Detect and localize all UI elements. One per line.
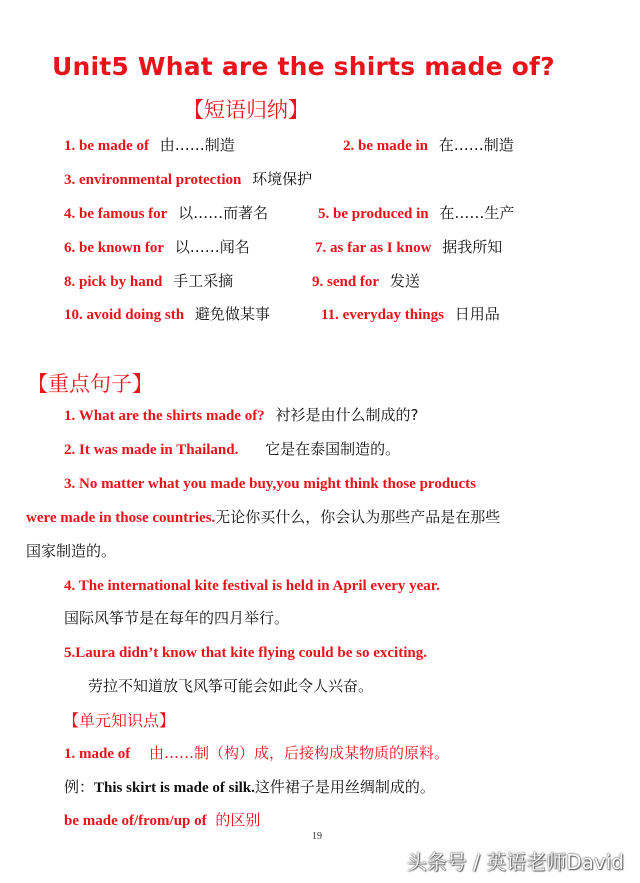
- sentence-en: were made in those countries.: [26, 510, 216, 526]
- section-heading-sentences: 【重点句子】: [27, 372, 153, 396]
- phrase-item: [343, 135, 514, 156]
- sentence-zh: 无论你买什么，你会认为那些产品是在那些: [215, 508, 501, 526]
- example-en: This skirt is made of silk.: [94, 780, 255, 796]
- phrase-item: [64, 203, 268, 224]
- sentence-item: [26, 541, 116, 561]
- phrase-item: [315, 237, 502, 258]
- sentence-item: [64, 405, 418, 426]
- example-label: 例：: [64, 778, 95, 796]
- phrase-zh: 据我所知: [442, 238, 503, 256]
- phrase-zh: 环境保护: [252, 170, 313, 188]
- sentence-zh: 国家制造的。: [26, 542, 117, 560]
- section-heading-phrases: 【短语归纳】: [183, 98, 309, 122]
- phrase-zh: 以……而著名: [178, 204, 269, 222]
- sentence-en: 3. No matter what you made buy,you might think those products: [64, 476, 476, 492]
- phrase-en: 7. as far as I know: [315, 240, 432, 256]
- example-zh: 这件裙子是用丝绸制成的。: [254, 778, 435, 796]
- phrase-zh: 避免做某事: [194, 305, 270, 323]
- sentence-item: [88, 676, 373, 696]
- phrase-zh: 由……制造: [159, 136, 235, 154]
- page-number: 19: [312, 831, 322, 842]
- phrase-zh: 在……制造: [438, 136, 514, 154]
- sentence-en: 5.Laura didn’t know that kite flying could be so exciting.: [64, 645, 427, 661]
- phrase-item: [312, 271, 420, 292]
- knowledge-zh: 由……制（构）成，后接构成某物质的原料。: [149, 744, 450, 762]
- phrase-item: [318, 203, 514, 224]
- sentence-zh: 国际风筝节是在每年的四月举行。: [64, 609, 290, 627]
- phrase-zh: 日用品: [454, 305, 500, 323]
- sentence-zh: 劳拉不知道放飞风筝可能会如此令人兴奋。: [88, 677, 374, 695]
- sentence-item: [64, 439, 400, 460]
- phrase-en: 4. be famous for: [64, 206, 168, 222]
- difference-zh: 的区别: [215, 811, 261, 829]
- sentence-item: [64, 575, 440, 596]
- sentence-en: 4. The international kite festival is held in April every year.: [64, 578, 440, 594]
- knowledge-point: [64, 743, 449, 764]
- phrase-item: [64, 169, 312, 190]
- phrase-item: [64, 304, 270, 325]
- phrase-item: [64, 237, 250, 258]
- section-heading-knowledge: 【单元知识点】: [63, 711, 176, 730]
- phrase-zh: 发送: [389, 272, 420, 290]
- phrase-zh: 手工采摘: [173, 272, 234, 290]
- knowledge-en: 1. made of: [64, 746, 131, 762]
- difference-line: [64, 810, 260, 831]
- sentence-zh: 衬衫是由什么制成的?: [275, 406, 419, 424]
- sentence-en: 2. It was made in Thailand.: [64, 442, 239, 458]
- sentence-zh: 它是在泰国制造的。: [265, 440, 401, 458]
- phrase-zh: 以……闻名: [174, 238, 250, 256]
- phrase-en: 9. send for: [312, 274, 380, 290]
- phrase-en: 8. pick by hand: [64, 274, 163, 290]
- phrase-en: 6. be known for: [64, 240, 165, 256]
- watermark-text: 头条号 / 英语老师David: [406, 850, 624, 874]
- phrase-item: [321, 304, 500, 325]
- phrase-item: [64, 135, 235, 156]
- example-line: [64, 777, 435, 798]
- phrase-en: 10. avoid doing sth: [64, 307, 185, 323]
- phrase-zh: 在……生产: [439, 204, 515, 222]
- page-title: Unit5 What are the shirts made of?: [52, 52, 555, 81]
- sentence-item: [64, 473, 476, 494]
- phrase-en: 3. environmental protection: [64, 172, 242, 188]
- sentence-item: [64, 608, 289, 628]
- sentence-item: [26, 507, 500, 528]
- difference-en: be made of/from/up of: [64, 813, 207, 829]
- sentence-item: [64, 642, 427, 663]
- phrase-en: 1. be made of: [64, 138, 149, 154]
- phrase-item: [64, 271, 233, 292]
- phrase-en: 11. everyday things: [321, 307, 444, 323]
- phrase-en: 2. be made in: [343, 138, 429, 154]
- sentence-en: 1. What are the shirts made of?: [64, 408, 265, 424]
- phrase-en: 5. be produced in: [318, 206, 429, 222]
